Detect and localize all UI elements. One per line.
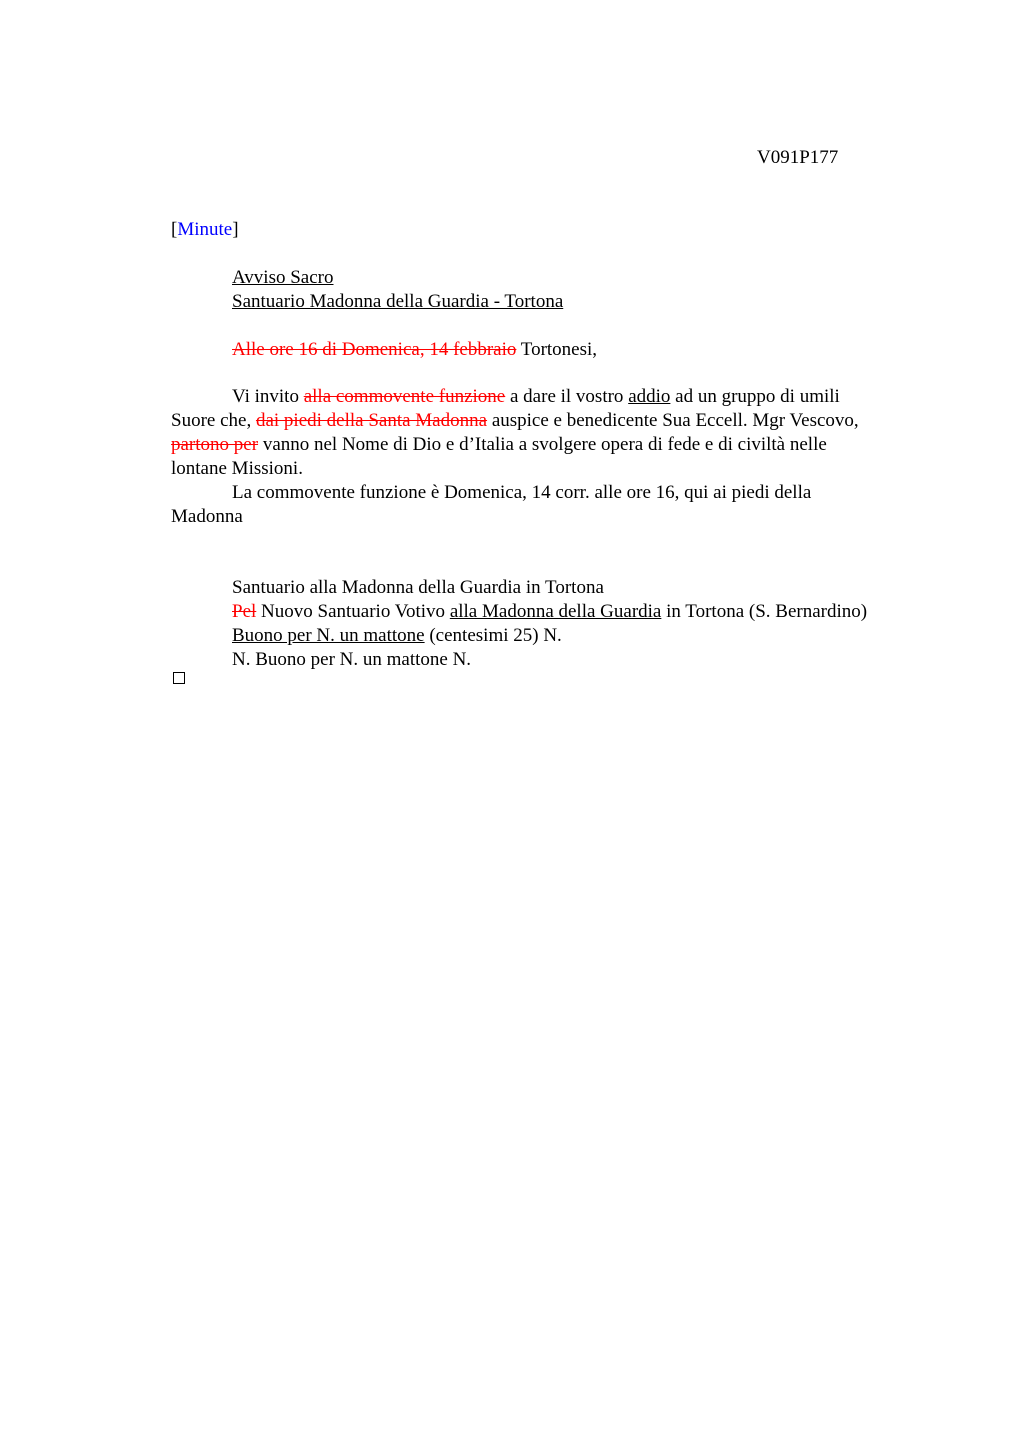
deleted-text: partono per bbox=[171, 434, 259, 455]
paragraph1-line2 bbox=[171, 409, 859, 433]
minute-label: Minute bbox=[177, 219, 233, 240]
salutation-text: Tortonesi, bbox=[516, 339, 598, 360]
bracket-open: [ bbox=[171, 219, 178, 240]
paragraph2-line2: Madonna bbox=[171, 506, 243, 527]
deleted-text: Pel bbox=[232, 601, 257, 622]
deleted-text: Alle ore 16 di Domenica, 14 febbraio bbox=[232, 339, 517, 360]
checkbox-square-icon bbox=[173, 672, 185, 684]
voucher-line2 bbox=[232, 600, 867, 624]
voucher-line3 bbox=[232, 624, 562, 648]
deleted-text: alla commovente funzione bbox=[303, 386, 506, 407]
text-run: in Tortona (S. Bernardino) bbox=[661, 601, 868, 622]
bracket-close: ] bbox=[232, 219, 239, 240]
paragraph1-line1 bbox=[232, 385, 840, 409]
minute-tag bbox=[171, 218, 239, 242]
underlined-text: addio bbox=[628, 386, 671, 407]
paragraph1-line4: lontane Missioni. bbox=[171, 458, 303, 479]
underlined-text: alla Madonna della Guardia bbox=[449, 601, 662, 622]
voucher-line1: Santuario alla Madonna della Guardia in Tortona bbox=[232, 577, 604, 598]
deleted-text: dai piedi della Santa Madonna bbox=[255, 410, 488, 431]
text-run: Suore che, bbox=[171, 410, 256, 431]
reference-code: V091P177 bbox=[757, 147, 839, 168]
text-run: ad un gruppo di umili bbox=[670, 386, 840, 407]
text-run: (centesimi 25) N. bbox=[424, 625, 562, 646]
heading-subtitle: Santuario Madonna della Guardia - Tortona bbox=[232, 291, 564, 312]
voucher-line4: N. Buono per N. un mattone N. bbox=[232, 649, 472, 670]
paragraph1-line3 bbox=[171, 433, 827, 457]
text-run: auspice e benedicente Sua Eccell. Mgr Vescovo, bbox=[487, 410, 859, 431]
text-run: Nuovo Santuario Votivo bbox=[256, 601, 450, 622]
text-run: a dare il vostro bbox=[505, 386, 629, 407]
heading-title: Avviso Sacro bbox=[232, 267, 334, 288]
paragraph2-line1: La commovente funzione è Domenica, 14 corr. alle ore 16, qui ai piedi della bbox=[232, 482, 812, 503]
text-run: Vi invito bbox=[232, 386, 304, 407]
text-run: vanno nel Nome di Dio e d’Italia a svolgere opera di fede e di civiltà nelle bbox=[258, 434, 827, 455]
underlined-text: Buono per N. un mattone bbox=[232, 625, 425, 646]
salutation bbox=[232, 338, 597, 362]
